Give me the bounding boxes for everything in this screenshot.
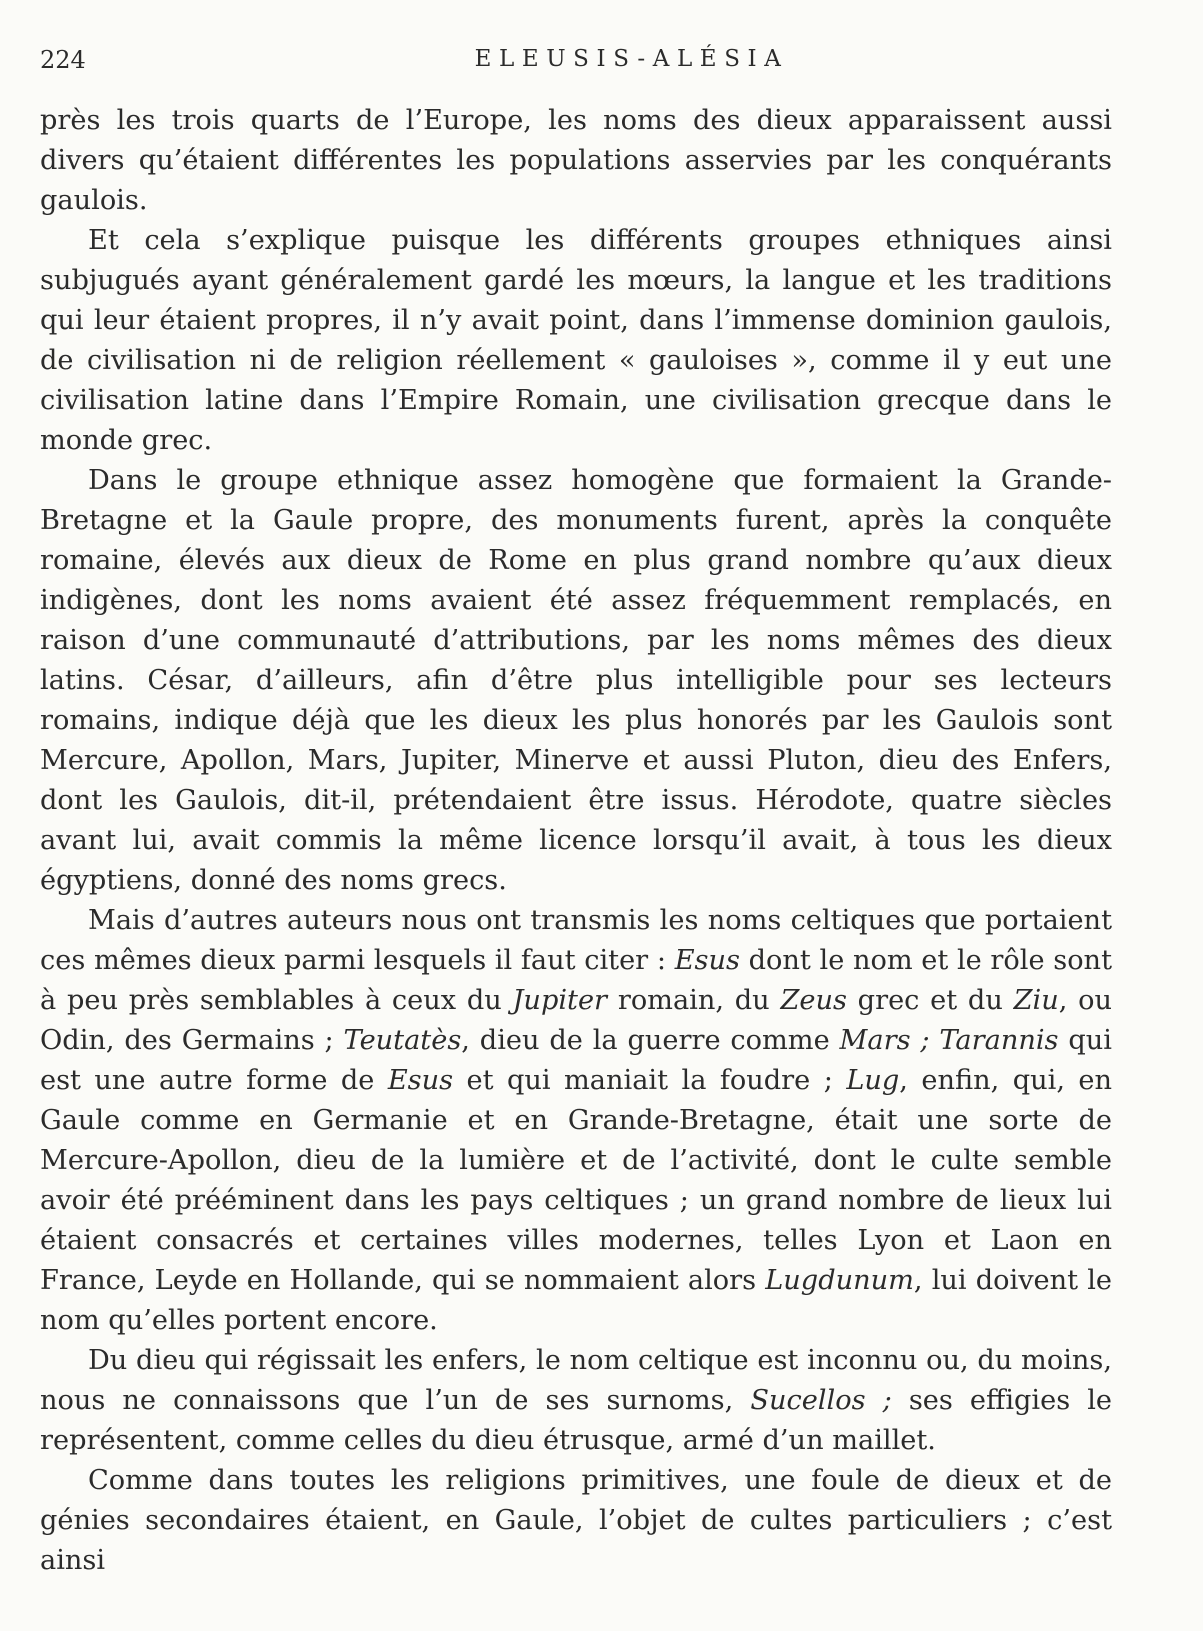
italic-text: Esus	[674, 945, 740, 976]
text-run: , ou Odin, des Germains ;	[40, 985, 1112, 1056]
paragraph	[40, 1341, 1112, 1461]
page-header	[0, 46, 1203, 86]
page-number: 224	[40, 46, 86, 74]
paragraph	[40, 1461, 1112, 1581]
italic-text: Jupiter	[512, 985, 608, 1016]
text-run: , enfin, qui, en Gaule comme en Germanie et en Grande-Bretagne, était une sorte de Mercure-Apollon, dieu de la lumière et de l’activité, dont le culte semble avoir été prééminent dans les pays celtiques ; un grand nombre de lieux lui étaient consacrés et certaines villes modernes, telles Lyon et Laon en France, Leyde en Hollande, qui se nommaient alors	[40, 1065, 1113, 1296]
text-run: et qui maniait la foudre ;	[453, 1065, 847, 1096]
paragraph	[40, 901, 1112, 1341]
paragraph	[40, 221, 1112, 461]
text-run: romain, du	[607, 985, 781, 1016]
italic-text: Ziu	[1013, 985, 1059, 1016]
text-run: près les trois quarts de l’Europe, les noms des dieux apparaissent aussi divers qu’étaient différentes les populations asservies par les conquérants gaulois.	[40, 105, 1112, 216]
text-run: ses effigies le représentent, comme celles du dieu étrusque, armé d’un maillet.	[40, 1385, 1113, 1456]
text-run: Comme dans toutes les religions primitives, une foule de dieux et de génies secondaires étaient, en Gaule, l’objet de cultes particuliers ; c’est ainsi	[40, 1465, 1112, 1576]
text-run: grec et du	[846, 985, 1014, 1016]
text-run: Mais d’autres auteurs nous ont transmis les noms celtiques que portaient ces mêmes dieux parmi lesquels il faut citer :	[40, 905, 1112, 976]
italic-text: Lugdunum	[765, 1265, 914, 1296]
text-run: , dieu de la guerre comme	[461, 1025, 840, 1056]
paragraph	[40, 101, 1112, 221]
italic-text: Sucellos ;	[750, 1385, 892, 1416]
text-run: Dans le groupe ethnique assez homogène que formaient la Grande-Bretagne et la Gaule propre, des monuments furent, après la conquête romaine, élevés aux dieux de Rome en plus grand nombre qu’aux dieux indigènes, dont les noms avaient été assez fréquemment remplacés, en raison d’une communauté d’attributions, par les noms mêmes des dieux latins. César, d’ailleurs, afin d’être plus intelligible pour ses lecteurs romains, indique déjà que les dieux les plus honorés par les Gaulois sont Mercure, Apollon, Mars, Jupiter, Minerve et aussi Pluton, dieu des Enfers, dont les Gaulois, dit-il, prétendaient être issus. Hérodote, quatre siècles avant lui, avait commis la même licence lorsqu’il avait, à tous les dieux égyptiens, donné des noms grecs.	[40, 465, 1112, 896]
body-text	[40, 101, 1112, 1581]
italic-text: Esus	[387, 1065, 454, 1096]
italic-text: Teutatès	[343, 1025, 462, 1056]
running-title: ELEUSIS-ALÉSIA	[474, 46, 789, 72]
italic-text: Zeus	[780, 985, 847, 1016]
text-run: Du dieu qui régissait les enfers, le nom celtique est inconnu ou, du moins, nous ne connaissons que l’un de ses surnoms,	[40, 1345, 1112, 1416]
paragraph	[40, 461, 1112, 901]
text-run: Et cela s’explique puisque les différents groupes ethniques ainsi subjugués ayant généralement gardé les mœurs, la langue et les traditions qui leur étaient propres, il n’y avait point, dans l’immense dominion gaulois, de civilisation ni de religion réellement « gauloises », comme il y eut une civilisation latine dans l’Empire Romain, une civilisation grecque dans le monde grec.	[40, 225, 1112, 456]
text-run: qui est une autre forme de	[40, 1025, 1112, 1096]
italic-text: Lug	[846, 1065, 900, 1096]
text-run: , lui doivent le nom qu’elles portent encore.	[40, 1265, 1112, 1336]
text-run: dont le nom et le rôle sont à peu près semblables à ceux du	[40, 945, 1112, 1016]
italic-text: Mars ; Tarannis	[839, 1025, 1059, 1056]
